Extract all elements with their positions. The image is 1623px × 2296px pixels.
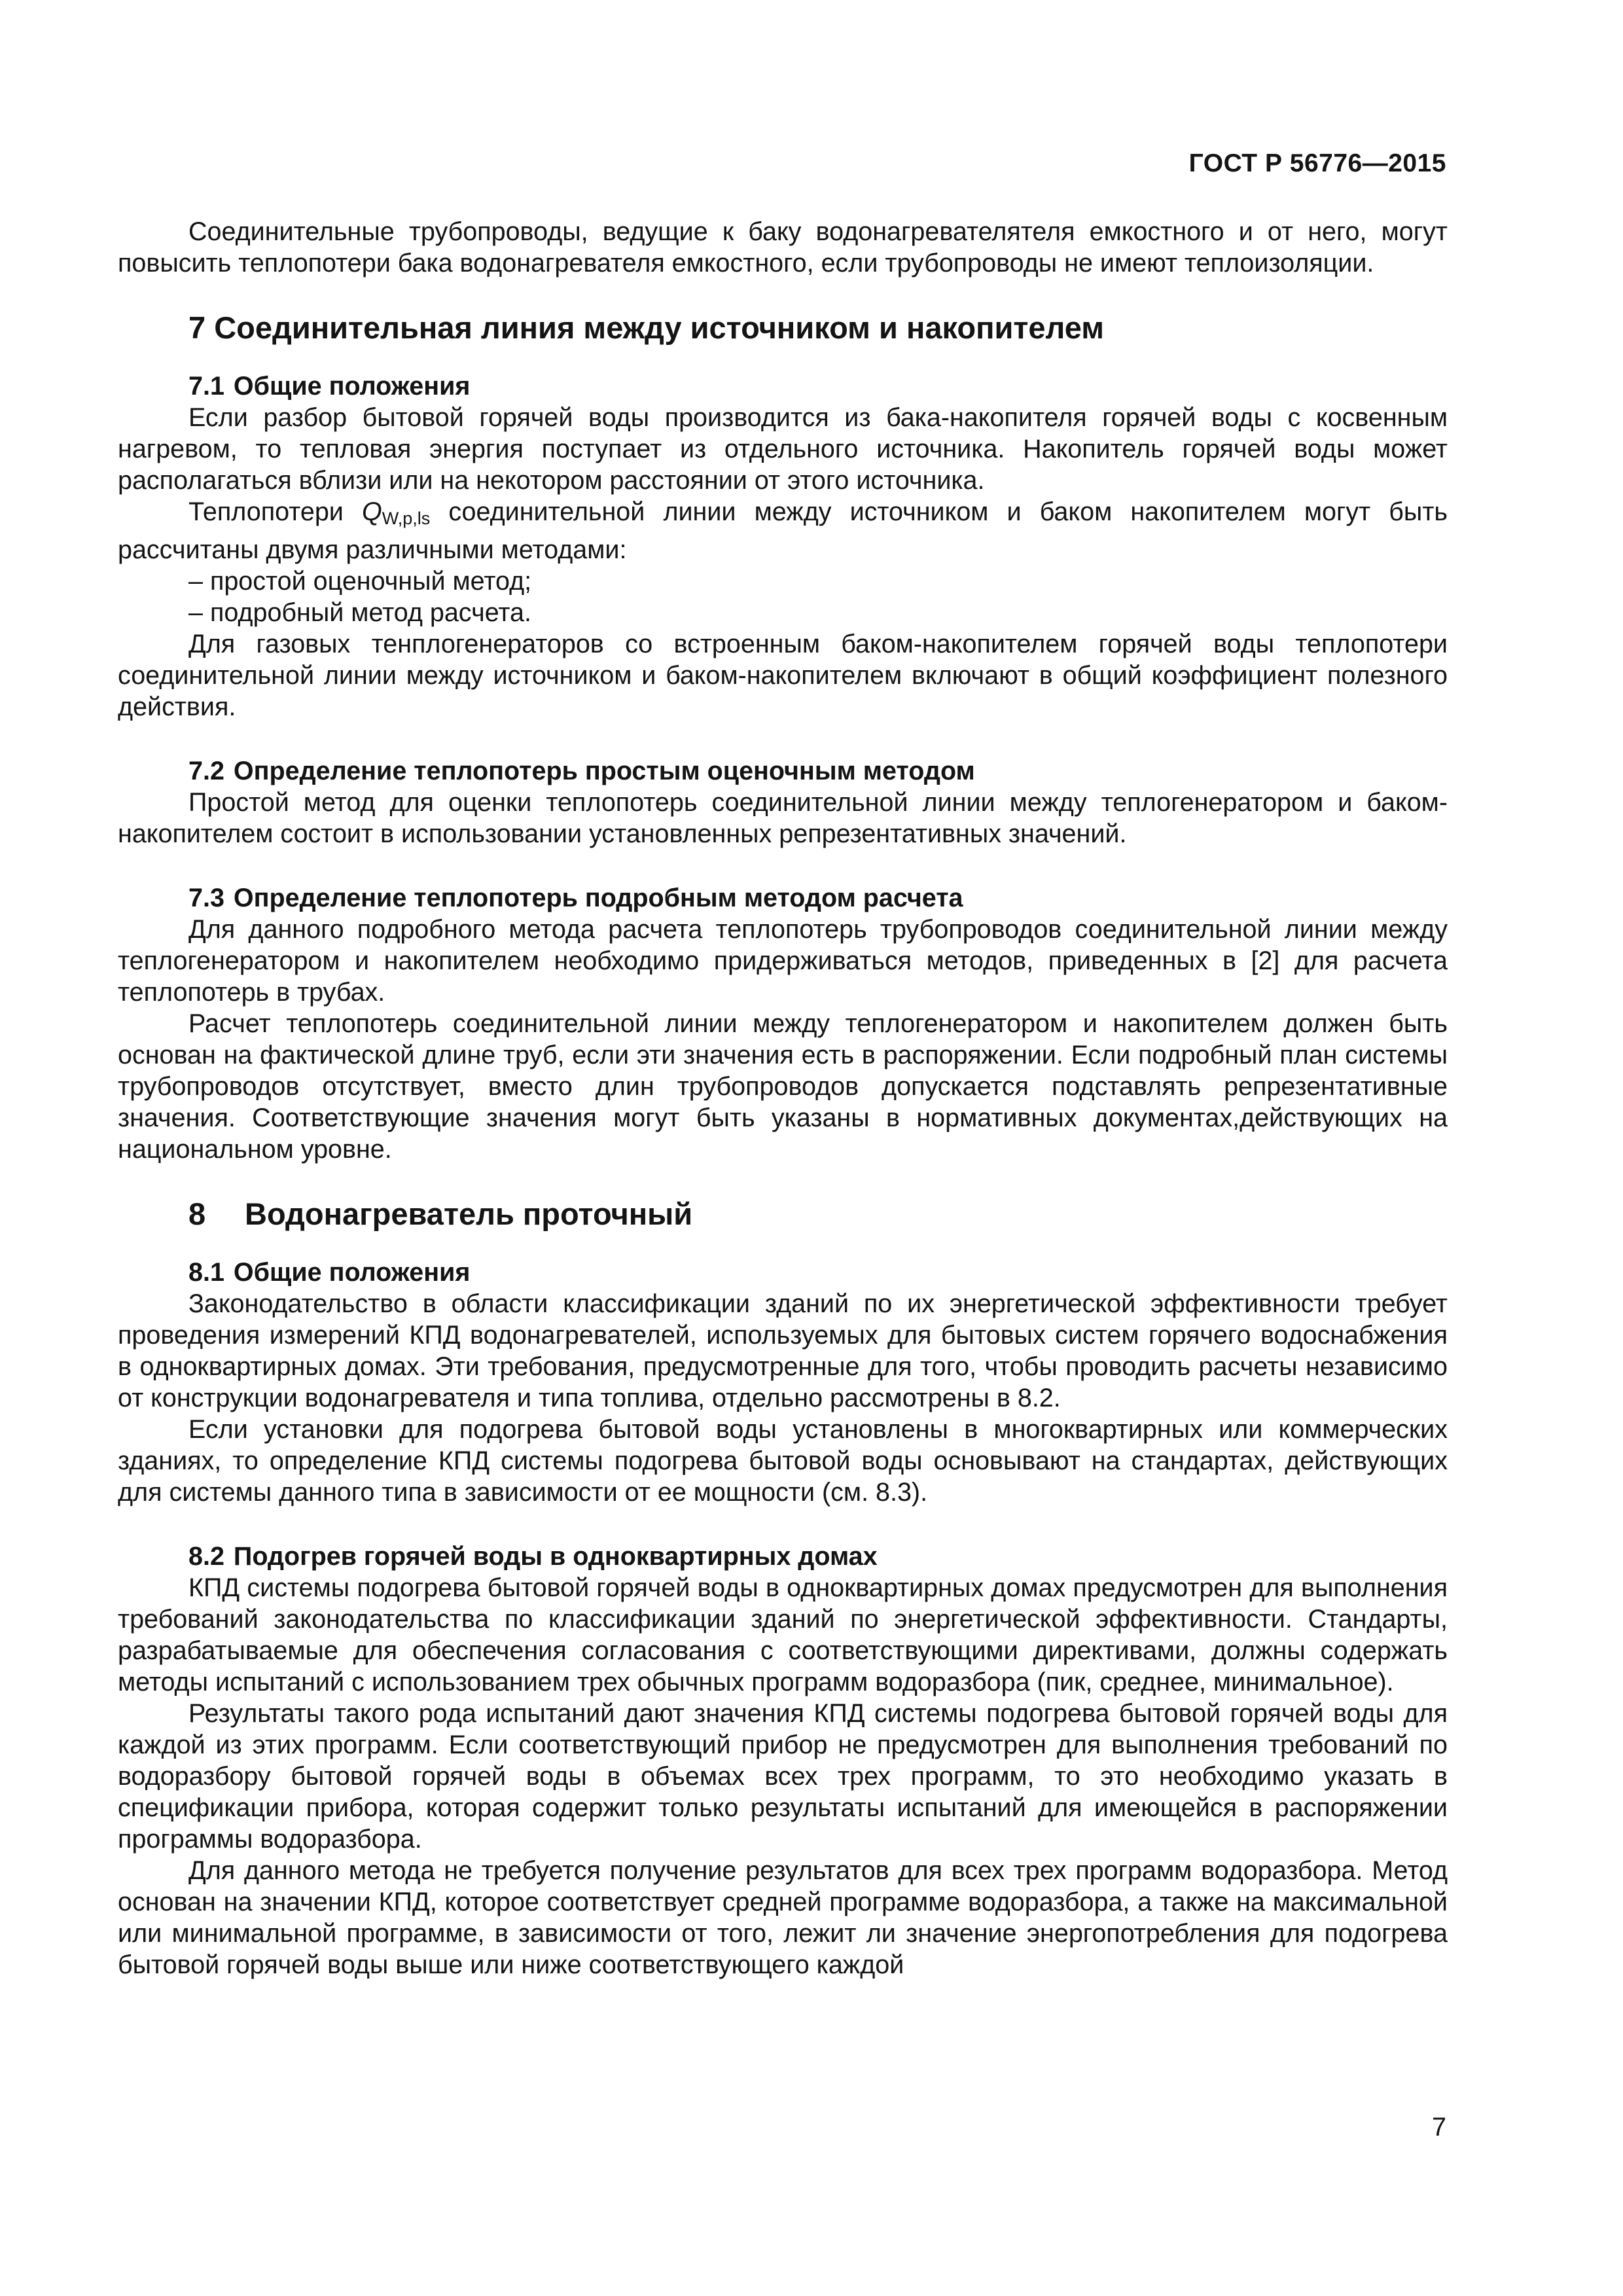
section-7-heading (118, 309, 1448, 347)
paragraph-7-1-2 (118, 496, 1448, 565)
subsection-8-2-number: 8.2 (188, 1542, 224, 1571)
subsection-8-2-title: Подогрев горячей воды в одноквартирных домах (233, 1542, 878, 1571)
paragraph-7-2-1: Простой метод для оценки теплопотерь соединительной линии между теплогенератором и баком-накопителем состоит в использовании установленных репрезентативных значений. (118, 788, 1448, 848)
section-7-number: 7 (188, 310, 206, 345)
paragraph-7-1-2-after: соединительной линии между источником и баком накопителем могут быть рассчитаны двумя различными методами: (118, 497, 1448, 564)
subsection-8-1-title: Общие положения (233, 1258, 471, 1287)
section-8-title: Водонагреватель проточный (245, 1196, 693, 1231)
paragraph-8-2-3: Для данного метода не требуется получение результатов для всех трех программ водоразбора. Метод основан на значении КПД, которое соответствует средней программе водоразбора, а также на максимальной или минимальной программе, в зависимости от того, лежит ли значение энергопотребления для подогрева бытовой горячей воды выше или ниже соответствующего каждой (118, 1856, 1448, 1979)
subsection-8-1-heading (118, 1257, 1448, 1288)
paragraph-7-1-3: Для газовых тенплогенераторов со встроенным баком-накопителем горячей воды теплопотери соединительной линии между источником и баком-накопителем включают в общий коэффициент полезного действия. (118, 630, 1448, 721)
document-code-header: ГОСТ Р 56776—2015 (1188, 149, 1446, 177)
paragraph-7-1-1: Если разбор бытовой горячей воды производится из бака-накопителя горячей воды с косвенным нагревом, то тепловая энергия поступает из отдельного источника. Накопитель горячей воды может располагаться вблизи или на некотором расстоянии от этого источника. (118, 403, 1448, 495)
paragraph-8-2-2: Результаты такого рода испытаний дают значения КПД системы подогрева бытовой горячей воды для каждой из этих программ. Если соответствующий прибор не предусмотрен для выполнения требований по водоразбору бытовой горячей воды в объемах всех трех программ, то это необходимо указать в спецификации прибора, которая содержит только результаты испытаний для имеющейся в распоряжении программы водоразбора. (118, 1699, 1448, 1854)
subsection-7-1-heading (118, 370, 1448, 402)
paragraph-7-1-2-before: Теплопотери (188, 497, 362, 526)
subsection-7-2-title: Определение теплопотерь простым оценочным методом (233, 757, 975, 785)
section-7-title: Соединительная линия между источником и накопителем (214, 310, 1105, 345)
intro-paragraph: Соединительные трубопроводы, ведущие к баку водонагревателятеля емкостного и от него, могут повысить теплопотери бака водонагревателя емкостного, если трубопроводы не имеют теплоизоляции. (118, 217, 1448, 278)
subsection-8-1-number: 8.1 (188, 1258, 224, 1287)
heat-loss-symbol: Q (361, 497, 382, 526)
page-content (118, 216, 1448, 1981)
heat-loss-subscript: W,p,ls (382, 509, 431, 528)
subsection-7-1-title: Общие положения (233, 372, 471, 401)
subsection-8-2-heading (118, 1541, 1448, 1572)
list-item-detailed-method: – подробный метод расчета. (188, 598, 531, 627)
subsection-7-2-number: 7.2 (188, 757, 224, 785)
subsection-7-3-title: Определение теплопотерь подробным методом расчета (233, 884, 963, 912)
subsection-7-2-heading (118, 755, 1448, 787)
section-8-number: 8 (188, 1196, 206, 1231)
list-item-simple-method: – простой оценочный метод; (188, 567, 532, 596)
subsection-7-3-heading (118, 882, 1448, 914)
section-8-heading (118, 1195, 1448, 1233)
subsection-7-3-number: 7.3 (188, 884, 224, 912)
paragraph-8-1-2: Если установки для подогрева бытовой воды установлены в многоквартирных или коммерческих зданиях, то определение КПД системы подогрева бытовой воды основывают на стандартах, действующих для системы данного типа в зависимости от ее мощности (см. 8.3). (118, 1415, 1448, 1507)
paragraph-7-3-1: Для данного подробного метода расчета теплопотерь трубопроводов соединительной линии между теплогенератором и накопителем необходимо придерживаться методов, приведенных в [2] для расчета теплопотерь в трубах. (118, 915, 1448, 1007)
page-number: 7 (1432, 2113, 1446, 2142)
paragraph-8-1-1: Законодательство в области классификации зданий по их энергетической эффективности требует проведения измерений КПД водонагревателей, используемых для бытовых систем горячего водоснабжения в одноквартирных домах. Эти требования, предусмотренные для того, чтобы проводить расчеты независимо от конструкции водонагревателя и типа топлива, отдельно рассмотрены в 8.2. (118, 1289, 1448, 1412)
paragraph-7-3-2: Расчет теплопотерь соединительной линии между теплогенератором и накопителем должен быть основан на фактической длине труб, если эти значения есть в распоряжении. Если подробный план системы трубопроводов отсутствует, вместо длин трубопроводов допускается подставлять репрезентативные значения. Соответствующие значения могут быть указаны в нормативных документах,действующих на национальном уровне. (118, 1009, 1448, 1164)
paragraph-8-2-1: КПД системы подогрева бытовой горячей воды в одноквартирных домах предусмотрен для выполнения требований законодательства по классификации зданий по энергетической эффективности. Стандарты, разрабатываемые для обеспечения согласования с соответствующими директивами, должны содержать методы испытаний с использованием трех обычных программ водоразбора (пик, среднее, минимальное). (118, 1573, 1448, 1696)
subsection-7-1-number: 7.1 (188, 372, 224, 401)
